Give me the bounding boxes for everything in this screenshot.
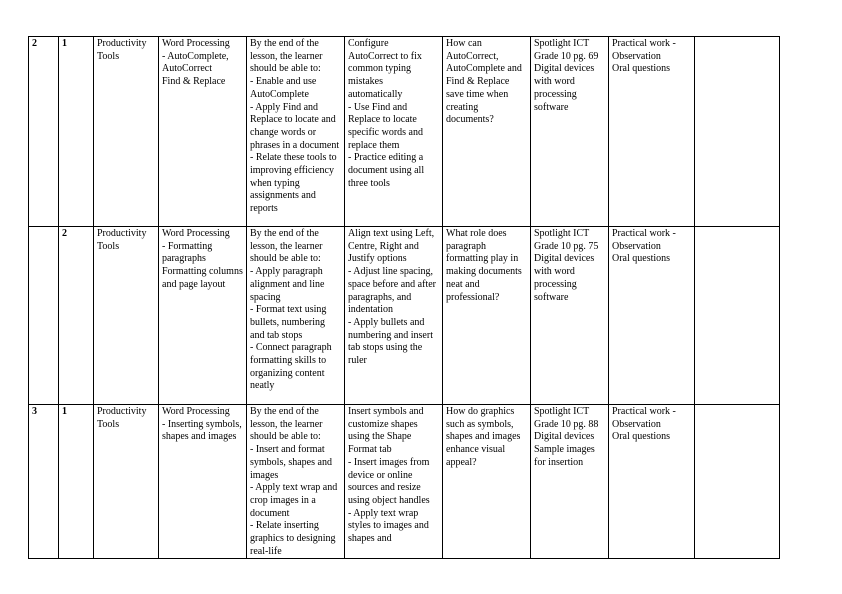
learning-experiences-cell: Align text using Left, Centre, Right and Justify options - Adjust line spacing, space before and after paragraphs, and indentation - Apply bullets and numbering and insert tab stops using the ruler xyxy=(345,227,443,405)
learning-experiences-cell: Insert symbols and customize shapes using the Shape Format tab - Insert images from device or online sources and resize using object handles - Apply text wrap styles to images and shapes and xyxy=(345,405,443,559)
sub-strand-cell: Word Processing - Formatting paragraphs Formatting columns and page layout xyxy=(159,227,247,405)
learning-resources-cell: Spotlight ICT Grade 10 pg. 69 Digital devices with word processing software xyxy=(531,37,609,227)
lesson-cell: 1 xyxy=(59,405,94,559)
table-row xyxy=(29,405,780,559)
table-row xyxy=(29,37,780,227)
week-cell: 3 xyxy=(29,405,59,559)
lesson-cell: 2 xyxy=(59,227,94,405)
assessment-cell: Practical work - Observation Oral questions xyxy=(609,405,695,559)
learning-outcomes-cell: By the end of the lesson, the learner should be able to: - Enable and use AutoComplete - Apply Find and Replace to locate and change words or phrases in a document - Relate these tools to improving efficiency when typing assignments and reports xyxy=(247,37,345,227)
scheme-of-work-table xyxy=(28,36,780,559)
learning-experiences-cell: Configure AutoCorrect to fix common typing mistakes automatically - Use Find and Replace to locate specific words and replace them - Practice editing a document using all three tools xyxy=(345,37,443,227)
learning-outcomes-cell: By the end of the lesson, the learner should be able to: - Apply paragraph alignment and line spacing - Format text using bullets, numbering and tab stops - Connect paragraph formatting skills to organizing content neatly xyxy=(247,227,345,405)
key-inquiry-question-cell: How do graphics such as symbols, shapes and images enhance visual appeal? xyxy=(443,405,531,559)
sub-strand-cell: Word Processing - Inserting symbols, shapes and images xyxy=(159,405,247,559)
lesson-cell: 1 xyxy=(59,37,94,227)
strand-cell: Productivity Tools xyxy=(94,227,159,405)
learning-outcomes-cell: By the end of the lesson, the learner should be able to: - Insert and format symbols, shapes and images - Apply text wrap and crop images in a document - Relate inserting graphics to designing real-life xyxy=(247,405,345,559)
assessment-cell: Practical work - Observation Oral questions xyxy=(609,37,695,227)
remarks-cell xyxy=(695,227,780,405)
strand-cell: Productivity Tools xyxy=(94,405,159,559)
strand-cell: Productivity Tools xyxy=(94,37,159,227)
remarks-cell xyxy=(695,37,780,227)
key-inquiry-question-cell: What role does paragraph formatting play in making documents neat and professional? xyxy=(443,227,531,405)
key-inquiry-question-cell: How can AutoCorrect, AutoComplete and Find & Replace save time when creating documents? xyxy=(443,37,531,227)
week-cell: 2 xyxy=(29,37,59,227)
learning-resources-cell: Spotlight ICT Grade 10 pg. 75 Digital devices with word processing software xyxy=(531,227,609,405)
remarks-cell xyxy=(695,405,780,559)
learning-resources-cell: Spotlight ICT Grade 10 pg. 88 Digital devices Sample images for insertion xyxy=(531,405,609,559)
week-cell xyxy=(29,227,59,405)
table-row xyxy=(29,227,780,405)
sub-strand-cell: Word Processing - AutoComplete, AutoCorrect Find & Replace xyxy=(159,37,247,227)
assessment-cell: Practical work - Observation Oral questions xyxy=(609,227,695,405)
